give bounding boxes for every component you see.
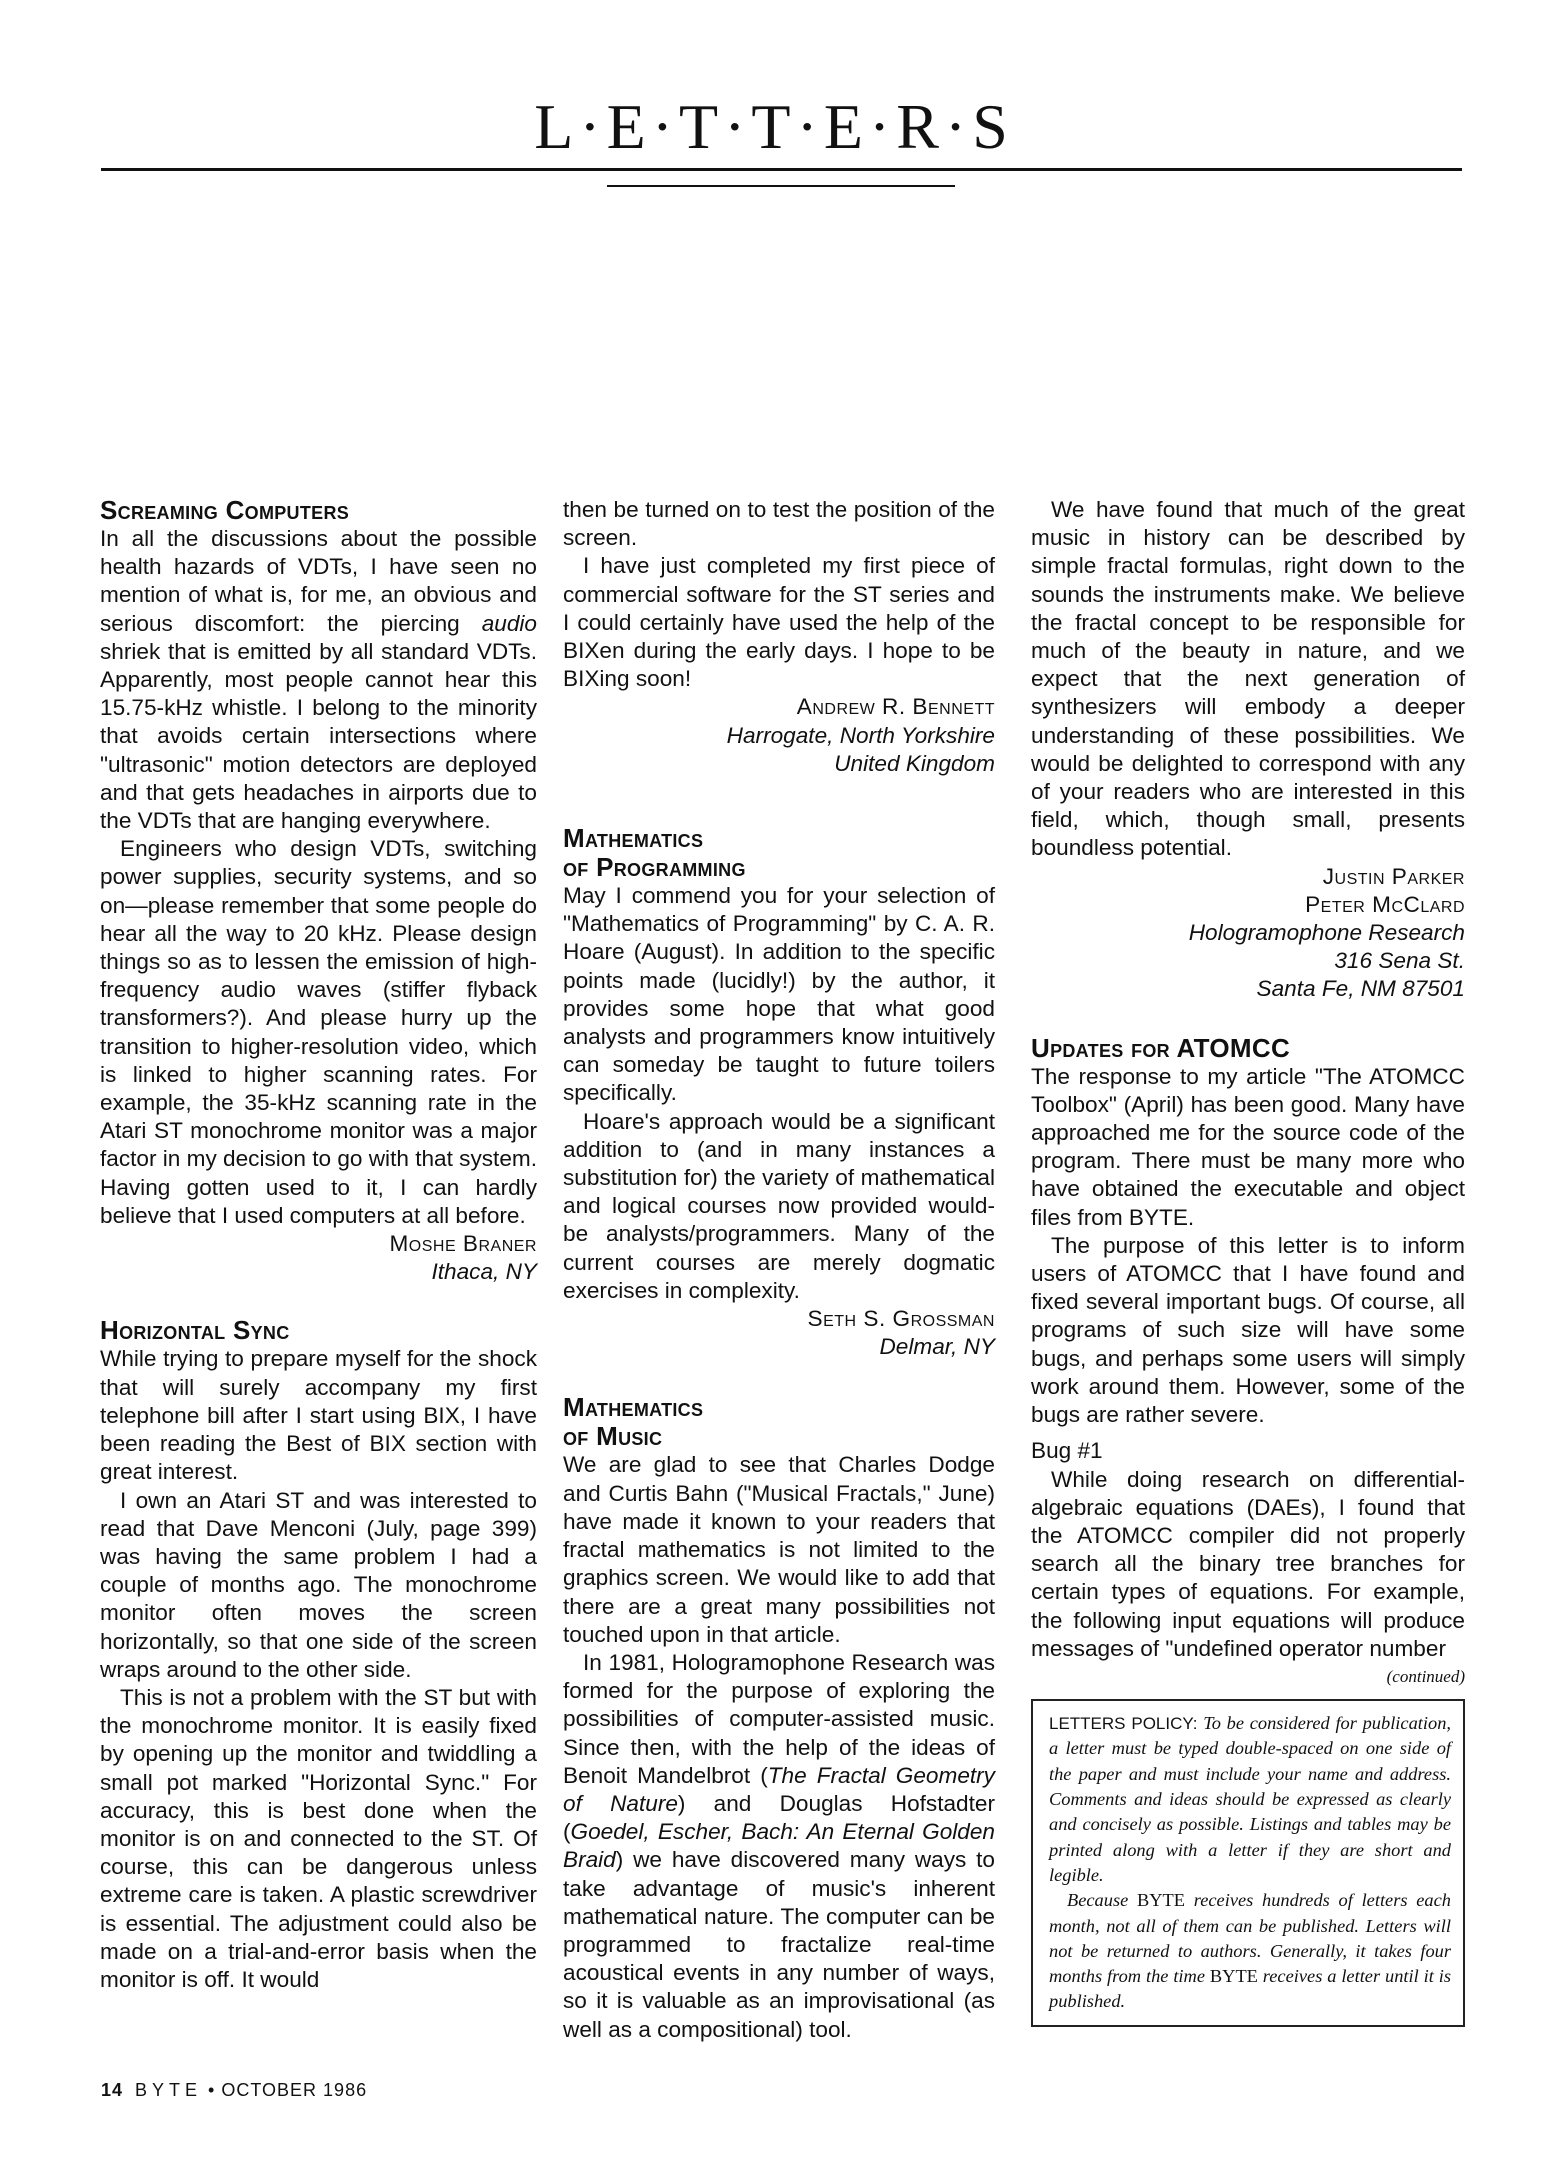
signature-grossman: Seth S. Grossman Delmar, NY <box>807 1306 995 1360</box>
signature-bennett: Andrew R. Bennett Harrogate, North Yorkshire United Kingdom <box>726 694 995 776</box>
page-number: 14 <box>101 2080 124 2100</box>
heading-mathematics-of-programming: Mathematics of Programming <box>563 823 746 883</box>
heading-screaming-computers: Screaming Computers <box>100 495 350 525</box>
top-rule <box>101 168 1462 171</box>
paragraph: We are glad to see that Charles Dodge and Curtis Bahn ("Musical Fractals," June) have made it known to your readers that fractal mathematics is not limited to the graphics screen. We would like to add that there are a great many possibilities not touched upon in that article. <box>563 1452 995 1647</box>
paragraph: While trying to prepare myself for the shock that will surely accompany my first telephone bill after I start using BIX, I have been reading the Best of BIX section with great interest. <box>100 1346 537 1485</box>
magazine-name: BYTE <box>135 2080 203 2100</box>
masthead-underline <box>607 185 955 187</box>
issue-date: OCTOBER 1986 <box>221 2080 368 2100</box>
footer-separator: • <box>202 2080 222 2100</box>
policy-paragraph: Because BYTE receives hundreds of letters each month, not all of them can be published. Letters will not be returned to authors. Generally, it takes four months from the time BYTE receives a letter until it is published. <box>1049 1890 1452 2012</box>
page-footer <box>101 2080 367 2101</box>
column-3 <box>1031 496 1465 2027</box>
paragraph: then be turned on to test the position of the screen. <box>563 497 995 551</box>
bug-label: Bug #1 <box>1031 1438 1103 1464</box>
paragraph: May I commend you for your selection of "Mathematics of Programming" by C. A. R. Hoare (August). In addition to the specific points made (lucidly!) by the author, it provides some hope that what good analysts and programmers know intuitively can someday be taught to future toilers specifically. <box>563 883 995 1106</box>
heading-mathematics-of-music: Mathematics of Music <box>563 1392 704 1452</box>
paragraph: This is not a problem with the ST but with the monochrome monitor. It is easily fixed by opening up the monitor and twiddling a small pot marked "Horizontal Sync." For accuracy, this is best done when the monitor is on and connected to the ST. Of course, this can be dangerous unless extreme care is taken. A plastic screwdriver is essential. The adjustment could also be made on a trial-and-error basis when the monitor is off. It would <box>100 1684 537 1992</box>
heading-horizontal-sync: Horizontal Sync <box>100 1315 290 1346</box>
paragraph: In 1981, Hologramophone Research was formed for the purpose of exploring the possibilities of computer-assisted music. Since then, with the help of the ideas of Benoit Mandelbrot (The Fractal Geometry of Nature) and Douglas Hofstadter (Goedel, Escher, Bach: An Eternal Golden Braid) we have discovered many ways to take advantage of music's inherent mathematical nature. The computer can be programmed to fractalize real-time acoustical events in any number of ways, so it is valuable as an improvisational (as well as a compositional) tool. <box>563 1649 995 2042</box>
policy-paragraph: LETTERS POLICY: To be considered for publication, a letter must be typed double-spaced on one side of the paper and must include your name and address. Comments and ideas should be expressed as clearly and concisely as possible. Listings and tables may be printed along with a letter if they are short and legible. <box>1049 1713 1451 1885</box>
paragraph: Hoare's approach would be a significant addition to (and in many instances a substitution for) the variety of mathematical and logical courses now provided would-be analysts/programmers. Many of the current courses are merely dogmatic exercises in complexity. <box>563 1108 995 1303</box>
column-1 <box>100 496 537 1994</box>
paragraph: We have found that much of the great music in history can be described by simple fractal formulas, right down to the sounds the instruments make. We believe the fractal concept to be responsible for much of the beauty in nature, and we expect that the next generation of synthesizers will embody a deeper understanding of these possibilities. We would be delighted to correspond with any of your readers who are interested in this field, which, though small, presents boundless potential. <box>1031 497 1465 861</box>
paragraph: I own an Atari ST and was interested to read that Dave Menconi (July, page 399) was having the same problem I had a couple of months ago. The monochrome monitor often moves the screen horizontally, so that one side of the screen wraps around to the other side. <box>100 1487 537 1682</box>
paragraph: In all the discussions about the possible health hazards of VDTs, I have seen no mention of what is, for me, an obvious and serious discomfort: the piercing audio shriek that is emitted by all standard VDTs. Apparently, most people cannot hear this 15.75-kHz whistle. I belong to the minority that avoids certain intersections where "ultrasonic" motion detectors are deployed and that gets headaches in airports due to the VDTs that are hanging everywhere. <box>100 526 537 834</box>
signature-parker-mcclard: Justin Parker Peter McClard Hologramophone Research 316 Sena St. Santa Fe, NM 87501 <box>1188 863 1465 1002</box>
paragraph: Engineers who design VDTs, switching power supplies, security systems, and so on—please remember that some people do hear all the way to 20 kHz. Please design things so as to lessen the emission of high-frequency audio waves (stiffer flyback transformers?). And please hurry up the transition to higher-resolution video, which is linked to higher scanning rates. For example, the 35-kHz scanning rate in the Atari ST monochrome monitor was a major factor in my decision to go with that system. Having gotten used to it, I can hardly believe that I used computers at all before. <box>100 836 537 1228</box>
paragraph: While doing research on differential-algebraic equations (DAEs), I found that the ATOMCC compiler did not properly search all the binary tree branches for certain types of equations. For example, the following input equations will produce messages of "undefined operator number <box>1031 1466 1465 1661</box>
continued-note: (continued) <box>1386 1666 1465 1686</box>
heading-updates-for-atomcc: Updates for ATOMCC <box>1031 1032 1291 1063</box>
masthead: L·E·T·T·E·R·S <box>534 91 1014 162</box>
paragraph: The response to my article "The ATOMCC Toolbox" (April) has been good. Many have approached me for the source code of the program. There must be many more who have obtained the executable and object files from BYTE. <box>1031 1063 1465 1230</box>
paragraph: The purpose of this letter is to inform users of ATOMCC that I have found and fixed several important bugs. Of course, all programs of such size will have some bugs, and perhaps some users will simply work around them. However, some of the bugs are rather severe. <box>1031 1232 1465 1428</box>
paragraph: I have just completed my first piece of commercial software for the ST series and I could certainly have used the help of the BIXen during the early days. I hope to be BIXing soon! <box>563 553 995 692</box>
signature-braner: Moshe Braner Ithaca, NY <box>389 1231 537 1285</box>
column-2 <box>563 496 995 2044</box>
letters-policy-box <box>1031 1699 1465 2027</box>
